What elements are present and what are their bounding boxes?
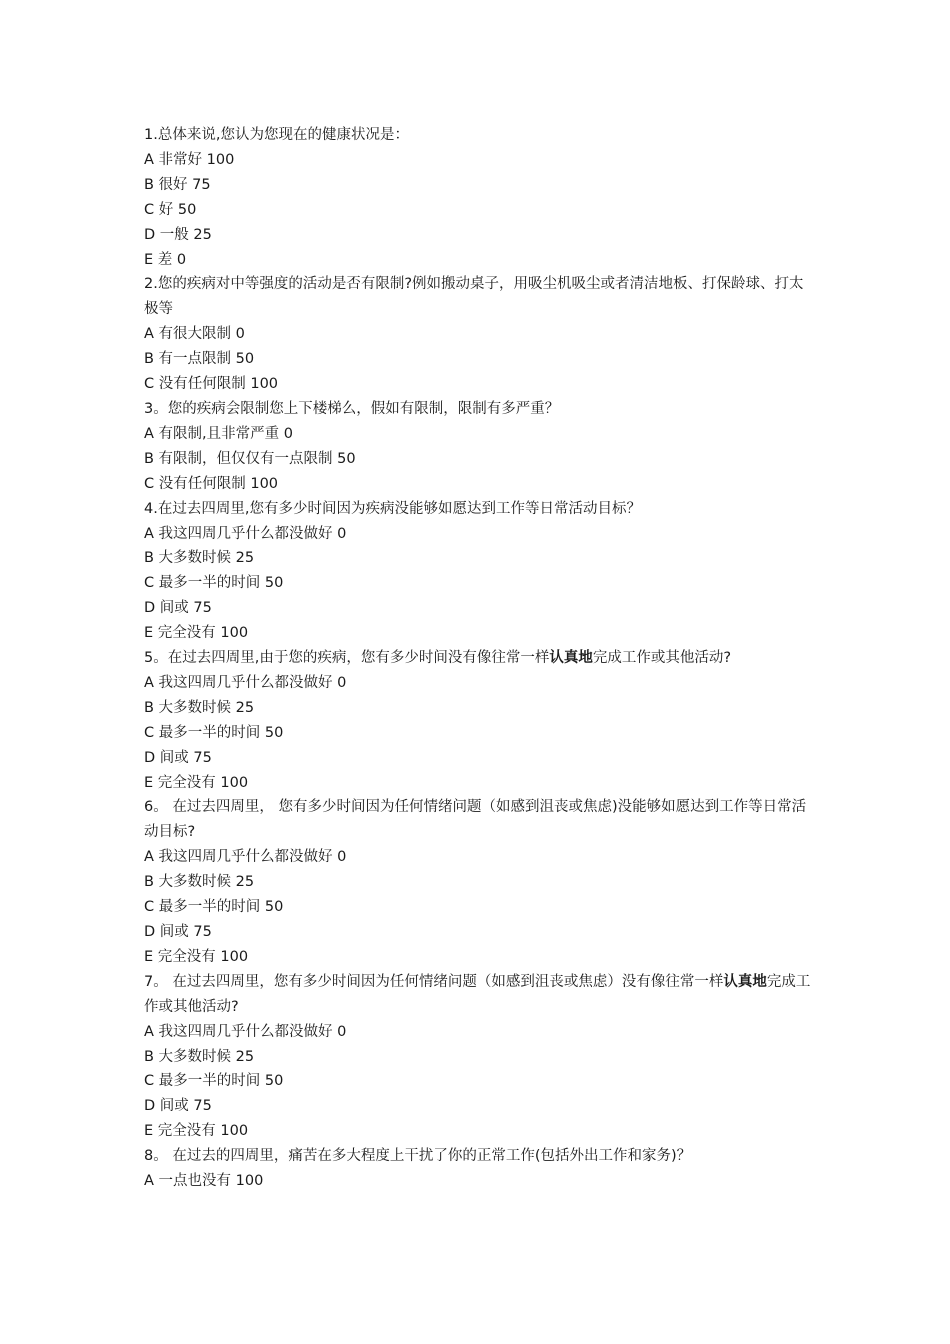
question-5-option-c: C 最多一半的时间 50 [144,724,284,741]
question-2-option-b: B 有一点限制 50 [144,351,255,368]
question-1-text: 1.总体来说,您认为您现在的健康状况是： [144,127,409,143]
question-6-option-c: C 最多一半的时间 50 [144,899,284,916]
question-7-text-emphasis: 认真地 [723,973,767,990]
question-3-text: 3。您的疾病会限制您上下楼梯么，假如有限制，限制有多严重？ [144,400,560,417]
question-5-text-emphasis: 认真地 [549,650,593,667]
question-2-text: 2.您的疾病对中等强度的活动是否有限制?例如搬动桌子，用吸尘机吸尘或者清洁地板、打保龄球、打太极等 [144,276,804,318]
question-2-option-a: A 有很大限制 0 [144,326,245,343]
question-4-option-c: C 最多一半的时间 50 [144,575,284,592]
question-1-option-d: D 一般 25 [144,226,212,243]
question-1-option-c: C 好 50 [144,201,197,218]
question-6-option-b: B 大多数时候 25 [144,874,255,891]
question-2-option-c: C 没有任何限制 100 [144,376,279,393]
question-4-text: 4.在过去四周里,您有多少时间因为疾病没能够如愿达到工作等日常活动目标？ [144,500,641,517]
question-4-option-d: D 间或 75 [144,600,212,617]
question-4-option-e: E 完全没有 100 [144,625,249,642]
question-3-option-a: A 有限制,且非常严重 0 [144,425,293,442]
question-4-option-b: B 大多数时候 25 [144,550,255,567]
question-7-option-a: A 我这四周几乎什么都没做好 0 [144,1023,347,1040]
question-7-text-after: 完成工作或其他活动? [144,973,811,1015]
question-7-option-d: D 间或 75 [144,1098,212,1115]
questionnaire-body [144,123,812,1194]
question-7-option-e: E 完全没有 100 [144,1123,249,1140]
question-1-option-a: A 非常好 100 [144,151,235,168]
question-1-option-b: B 很好 75 [144,176,211,193]
question-7-text-before: 7。 在过去四周里，您有多少时间因为任何情绪问题（如感到沮丧或焦虑）没有像往常一样 [144,973,724,990]
question-3-option-c: C 没有任何限制 100 [144,475,279,492]
question-5-text-after: 完成工作或其他活动? [592,650,732,667]
question-6-option-a: A 我这四周几乎什么都没做好 0 [144,849,347,866]
question-7-option-b: B 大多数时候 25 [144,1048,255,1065]
question-8-option-a: A 一点也没有 100 [144,1173,264,1190]
question-5-text-before: 5。在过去四周里,由于您的疾病，您有多少时间没有像往常一样 [144,650,550,667]
question-1-option-e: E 差 0 [144,251,187,268]
question-3-option-b: B 有限制，但仅仅有一点限制 50 [144,450,356,467]
question-5-text [144,646,812,671]
question-6-text: 6。 在过去四周里， 您有多少时间因为任何情绪问题（如感到沮丧或焦虑)没能够如愿达到工作等日常活动目标? [144,799,807,841]
question-5-option-b: B 大多数时候 25 [144,699,255,716]
question-5-option-a: A 我这四周几乎什么都没做好 0 [144,674,347,691]
question-5-option-d: D 间或 75 [144,749,212,766]
question-8-text: 8。 在过去的四周里，痛苦在多大程度上干扰了你的正常工作(包括外出工作和家务)？ [144,1148,692,1165]
question-4-option-a: A 我这四周几乎什么都没做好 0 [144,525,347,542]
question-7-text [144,970,812,1020]
question-7-option-c: C 最多一半的时间 50 [144,1073,284,1090]
question-6-option-d: D 间或 75 [144,924,212,940]
question-5-option-e: E 完全没有 100 [144,774,249,791]
question-6-option-e: E 完全没有 100 [144,948,249,965]
